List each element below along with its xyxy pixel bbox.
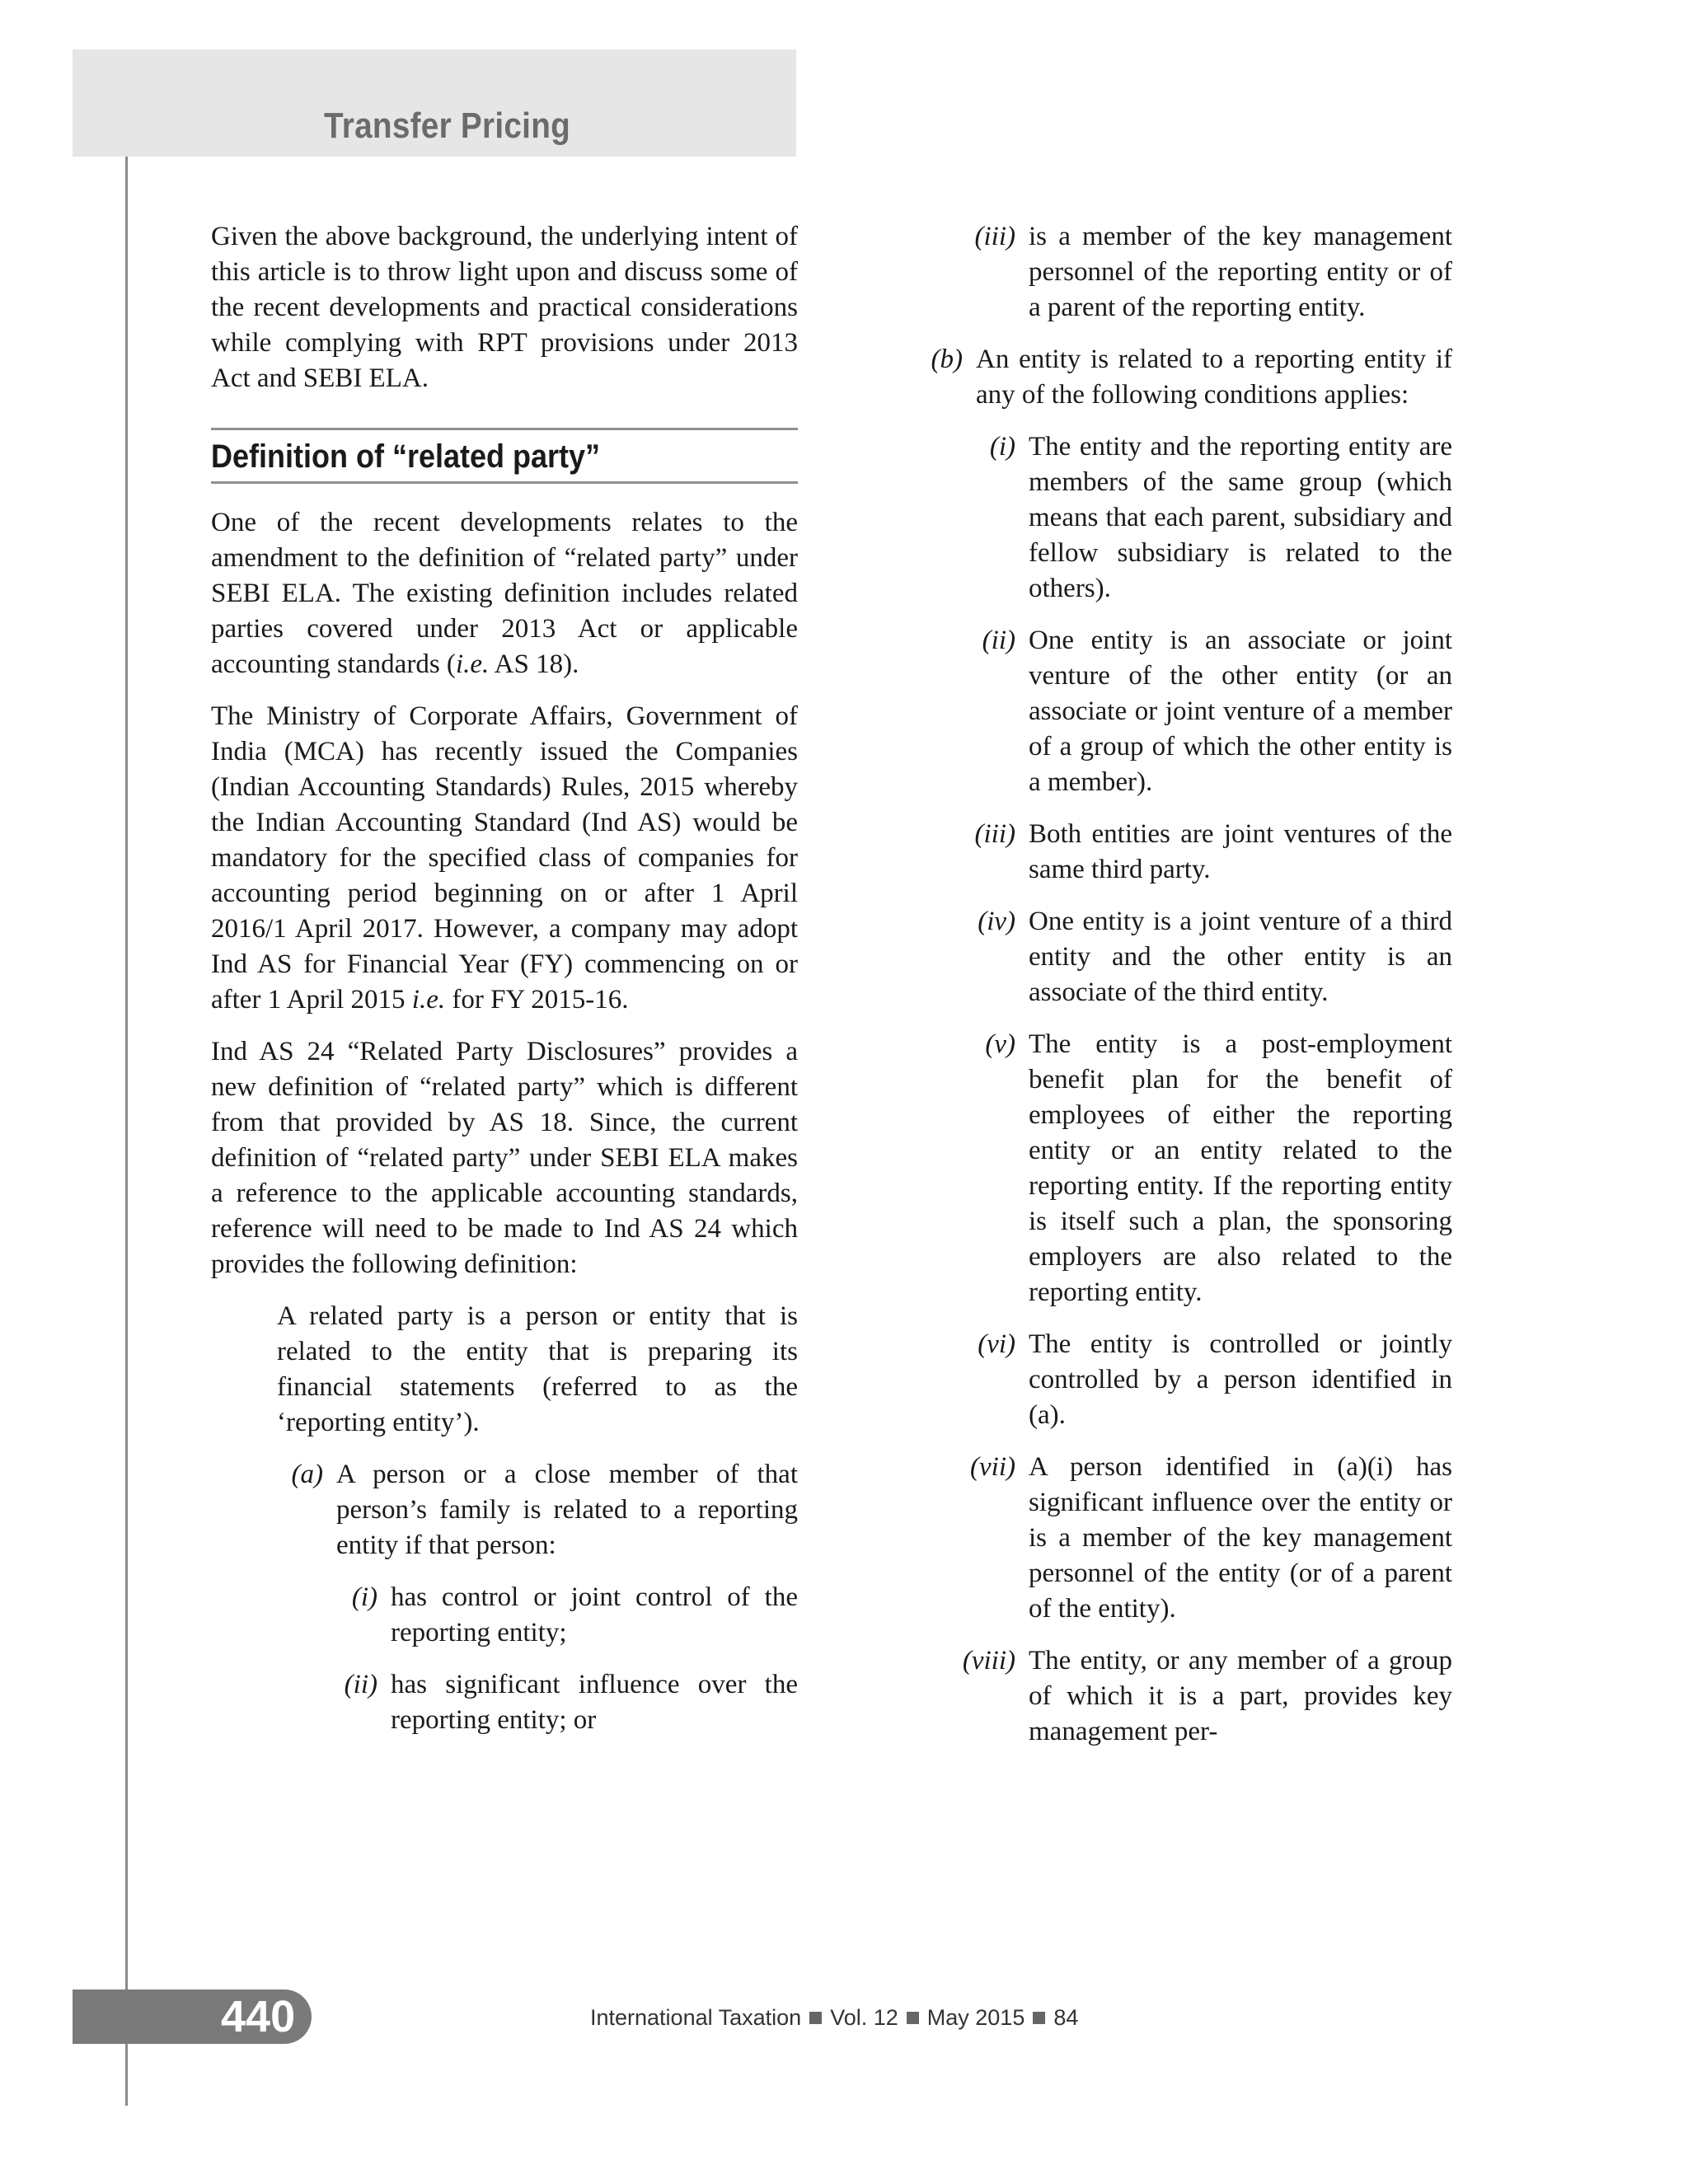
list-item-b-iii xyxy=(915,817,1452,888)
list-item-a-ii xyxy=(323,1667,798,1738)
list-marker: (iii) xyxy=(974,819,1015,849)
list-text: The entity is a post-employment benefit plan for the benefit of employees of either the reporting entity or an entity related to the reporting entity. If the reporting entity is itself such a plan, the sponsoring employers are also related to the reporting entity. xyxy=(1029,1029,1452,1307)
list-text: The entity, or any member of a group of which it is a part, provides key management per- xyxy=(1029,1646,1452,1746)
right-column xyxy=(915,219,1452,1766)
list-text: One entity is an associate or joint venture of the other entity (or an associate or joint venture of a member of a group of which the other entity is a member). xyxy=(1029,626,1452,797)
list-marker: (v) xyxy=(985,1029,1015,1059)
list-item-b-vi xyxy=(915,1327,1452,1433)
paragraph-2-text-a: The Ministry of Corporate Affairs, Government of India (MCA) has recently issued the Companies (Indian Accounting Standards) Rules, 2015 whereby the Indian Accounting Standard (Ind AS) would be mandatory for the specified class of companies for accounting period beginning on or after 1 April 2016/1 April 2017. However, a company may adopt Ind AS for Financial Year (FY) commencing on or after 1 April 2015 xyxy=(211,701,798,1015)
margin-rule xyxy=(125,49,128,2106)
list-marker: (ii) xyxy=(344,1670,377,1699)
section-heading xyxy=(211,428,798,484)
list-text: is a member of the key management personnel of the reporting entity or of a parent of the reporting entity. xyxy=(1029,222,1452,322)
square-bullet-icon xyxy=(809,2012,822,2024)
list-text: A person or a close member of that person’s family is related to a reporting entity if that person: xyxy=(336,1460,798,1560)
footer-volume: Vol. 12 xyxy=(830,2005,898,2030)
list-text: A person identified in (a)(i) has significant influence over the entity or is a member of the key management personnel of the entity (or of a parent of the entity). xyxy=(1029,1452,1452,1624)
intro-paragraph: Given the above background, the underlying intent of this article is to throw light upon and discuss some of the recent developments and practical considerations while complying with RPT provisions under 2013 Act and SEBI ELA. xyxy=(211,222,798,393)
list-text: has significant influence over the reporting entity; or xyxy=(391,1670,798,1735)
quote-text: A related party is a person or entity that is related to the entity that is preparing its financial statements (referred to as the ‘reporting entity’). xyxy=(277,1301,798,1437)
list-item-a-iii xyxy=(915,219,1452,326)
footer-journal: International Taxation xyxy=(590,2005,802,2030)
paragraph-1-text-a: One of the recent developments relates to the amendment to the definition of “related party” under SEBI ELA. The existing definition includes related parties covered under 2013 Act or applicable accounting standards ( xyxy=(211,508,798,679)
square-bullet-icon xyxy=(1033,2012,1045,2024)
left-column xyxy=(211,219,798,1755)
paragraph-2 xyxy=(211,699,798,1018)
list-text: One entity is a joint venture of a third entity and the other entity is an associate of the third entity. xyxy=(1029,907,1452,1007)
section-heading-text: Definition of “related party” xyxy=(211,438,601,475)
list-marker: (i) xyxy=(351,1582,377,1612)
paragraph-1 xyxy=(211,505,798,682)
list-text: The entity and the reporting entity are members of the same group (which means that each parent, subsidiary and fellow subsidiary is related to the others). xyxy=(1029,432,1452,603)
list-marker: (vi) xyxy=(978,1329,1015,1359)
list-marker: (iv) xyxy=(978,907,1015,936)
running-header-title: Transfer Pricing xyxy=(324,105,571,146)
list-marker: (iii) xyxy=(974,222,1015,251)
page-number: 440 xyxy=(221,1992,296,2041)
paragraph-3: Ind AS 24 “Related Party Disclosures” provides a new definition of “related party” which is different from that provided by AS 18. Since, the current definition of “related party” under SEBI ELA makes a reference to the applicable accounting standards, reference will need to be made to Ind AS 24 which provides the following definition: xyxy=(211,1037,798,1279)
footer-page: 84 xyxy=(1053,2005,1079,2030)
list-item-b-vii xyxy=(915,1450,1452,1627)
list-marker: (viii) xyxy=(962,1646,1015,1675)
list-item-b xyxy=(915,342,1452,413)
paragraph-1-text-b: AS 18). xyxy=(489,649,579,679)
list-text: has control or joint control of the reporting entity; xyxy=(391,1582,798,1647)
list-item-b-viii xyxy=(915,1643,1452,1750)
square-bullet-icon xyxy=(907,2012,919,2024)
list-marker: (i) xyxy=(989,432,1015,462)
list-text: An entity is related to a reporting entity if any of the following conditions applies: xyxy=(976,344,1452,410)
list-item-b-ii xyxy=(915,623,1452,800)
list-marker: (a) xyxy=(291,1460,323,1489)
list-item-b-iv xyxy=(915,904,1452,1010)
paragraph-2-text-b: for FY 2015-16. xyxy=(445,985,629,1015)
list-marker: (vii) xyxy=(970,1452,1015,1482)
list-item-a xyxy=(277,1457,798,1563)
list-marker: (b) xyxy=(931,344,963,374)
list-text: Both entities are joint ventures of the same third party. xyxy=(1029,819,1452,884)
list-marker: (ii) xyxy=(982,626,1015,655)
list-item-b-v xyxy=(915,1027,1452,1310)
list-item-a-i xyxy=(323,1580,798,1651)
footer-citation xyxy=(590,1998,1078,2037)
list-item-b-i xyxy=(915,429,1452,607)
paragraph-1-ie: i.e. xyxy=(455,649,490,679)
definition-quote xyxy=(277,1299,798,1738)
footer-issue: May 2015 xyxy=(926,2005,1025,2030)
paragraph-2-ie: i.e. xyxy=(411,985,446,1015)
list-text: The entity is controlled or jointly controlled by a person identified in (a). xyxy=(1029,1329,1452,1430)
